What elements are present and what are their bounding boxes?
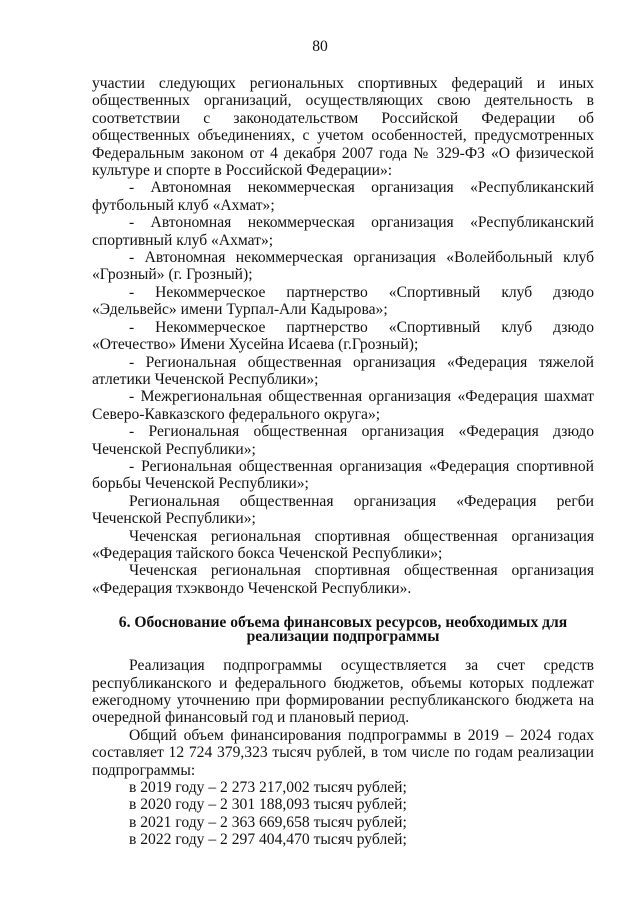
paragraph-intro: участии следующих региональных спортивных федераций и иных общественных организаций, осуществляющих свою деятельность в соответствии с законодательством Российской Федерации об общественных объединениях, с учетом особенностей, предусмотренных Федеральным законом от 4 декабря 2007 года № 329-ФЗ «О физической культуре и спорте в Российской Федерации»:	[92, 75, 594, 180]
list-item: - Региональная общественная организация «Федерация тяжелой атлетики Чеченской Республики»;	[92, 353, 594, 388]
list-item: - Автономная некоммерческая организация «Республиканский спортивный клуб «Ахмат»;	[92, 214, 594, 249]
page-body	[92, 75, 594, 849]
paragraph-financing-total: Общий объем финансирования подпрограммы в 2019 – 2024 годах составляет 12 724 379,323 тысяч рублей, в том числе по годам реализации подпрограммы:	[92, 726, 594, 779]
list-item: - Некоммерческое партнерство «Спортивный клуб дзюдо «Эдельвейс» имени Турпал-Али Кадырова»;	[92, 283, 594, 319]
list-item: - Автономная некоммерческая организация «Волейбольный клуб «Грозный» (г. Грозный);	[92, 249, 594, 284]
year-amount: в 2021 году – 2 363 669,658 тысяч рублей;	[129, 813, 407, 831]
section-heading: 6. Обоснование объема финансовых ресурсов, необходимых для реализации подпрограммы	[118, 614, 568, 646]
list-item: Региональная общественная организация «Федерация регби Чеченской Республики»;	[92, 492, 594, 528]
year-amount: в 2022 году – 2 297 404,470 тысяч рублей;	[129, 831, 407, 849]
list-item: - Региональная общественная организация «Федерация дзюдо Чеченской Республики»;	[92, 423, 594, 458]
list-item: - Региональная общественная организация «Федерация спортивной борьбы Чеченской Республики»;	[92, 457, 594, 493]
list-item: - Межрегиональная общественная организация «Федерация шахмат Северо-Кавказского федерального округа»;	[92, 388, 594, 423]
list-item: Чеченская региональная спортивная общественная организация «Федерация тхэквондо Чеченской Республики».	[92, 562, 594, 597]
paragraph-financing-source: Реализация подпрограммы осуществляется за счет средств республиканского и федерального бюджетов, объемы которых подлежат ежегодному уточнению при формировании республиканского бюджета на очередной финансовый год и плановый период.	[92, 657, 594, 727]
year-amount: в 2019 году – 2 273 217,002 тысяч рублей;	[129, 779, 407, 797]
list-item: - Некоммерческое партнерство «Спортивный клуб дзюдо «Отечество» Имени Хусейна Исаева (г.Грозный);	[92, 318, 594, 354]
year-amount: в 2020 году – 2 301 188,093 тысяч рублей;	[129, 796, 407, 814]
list-item: - Автономная некоммерческая организация «Республиканский футбольный клуб «Ахмат»;	[92, 179, 594, 214]
page-number: 80	[312, 38, 328, 55]
list-item: Чеченская региональная спортивная общественная организация «Федерация тайского бокса Чеченской Республики»;	[92, 527, 594, 562]
